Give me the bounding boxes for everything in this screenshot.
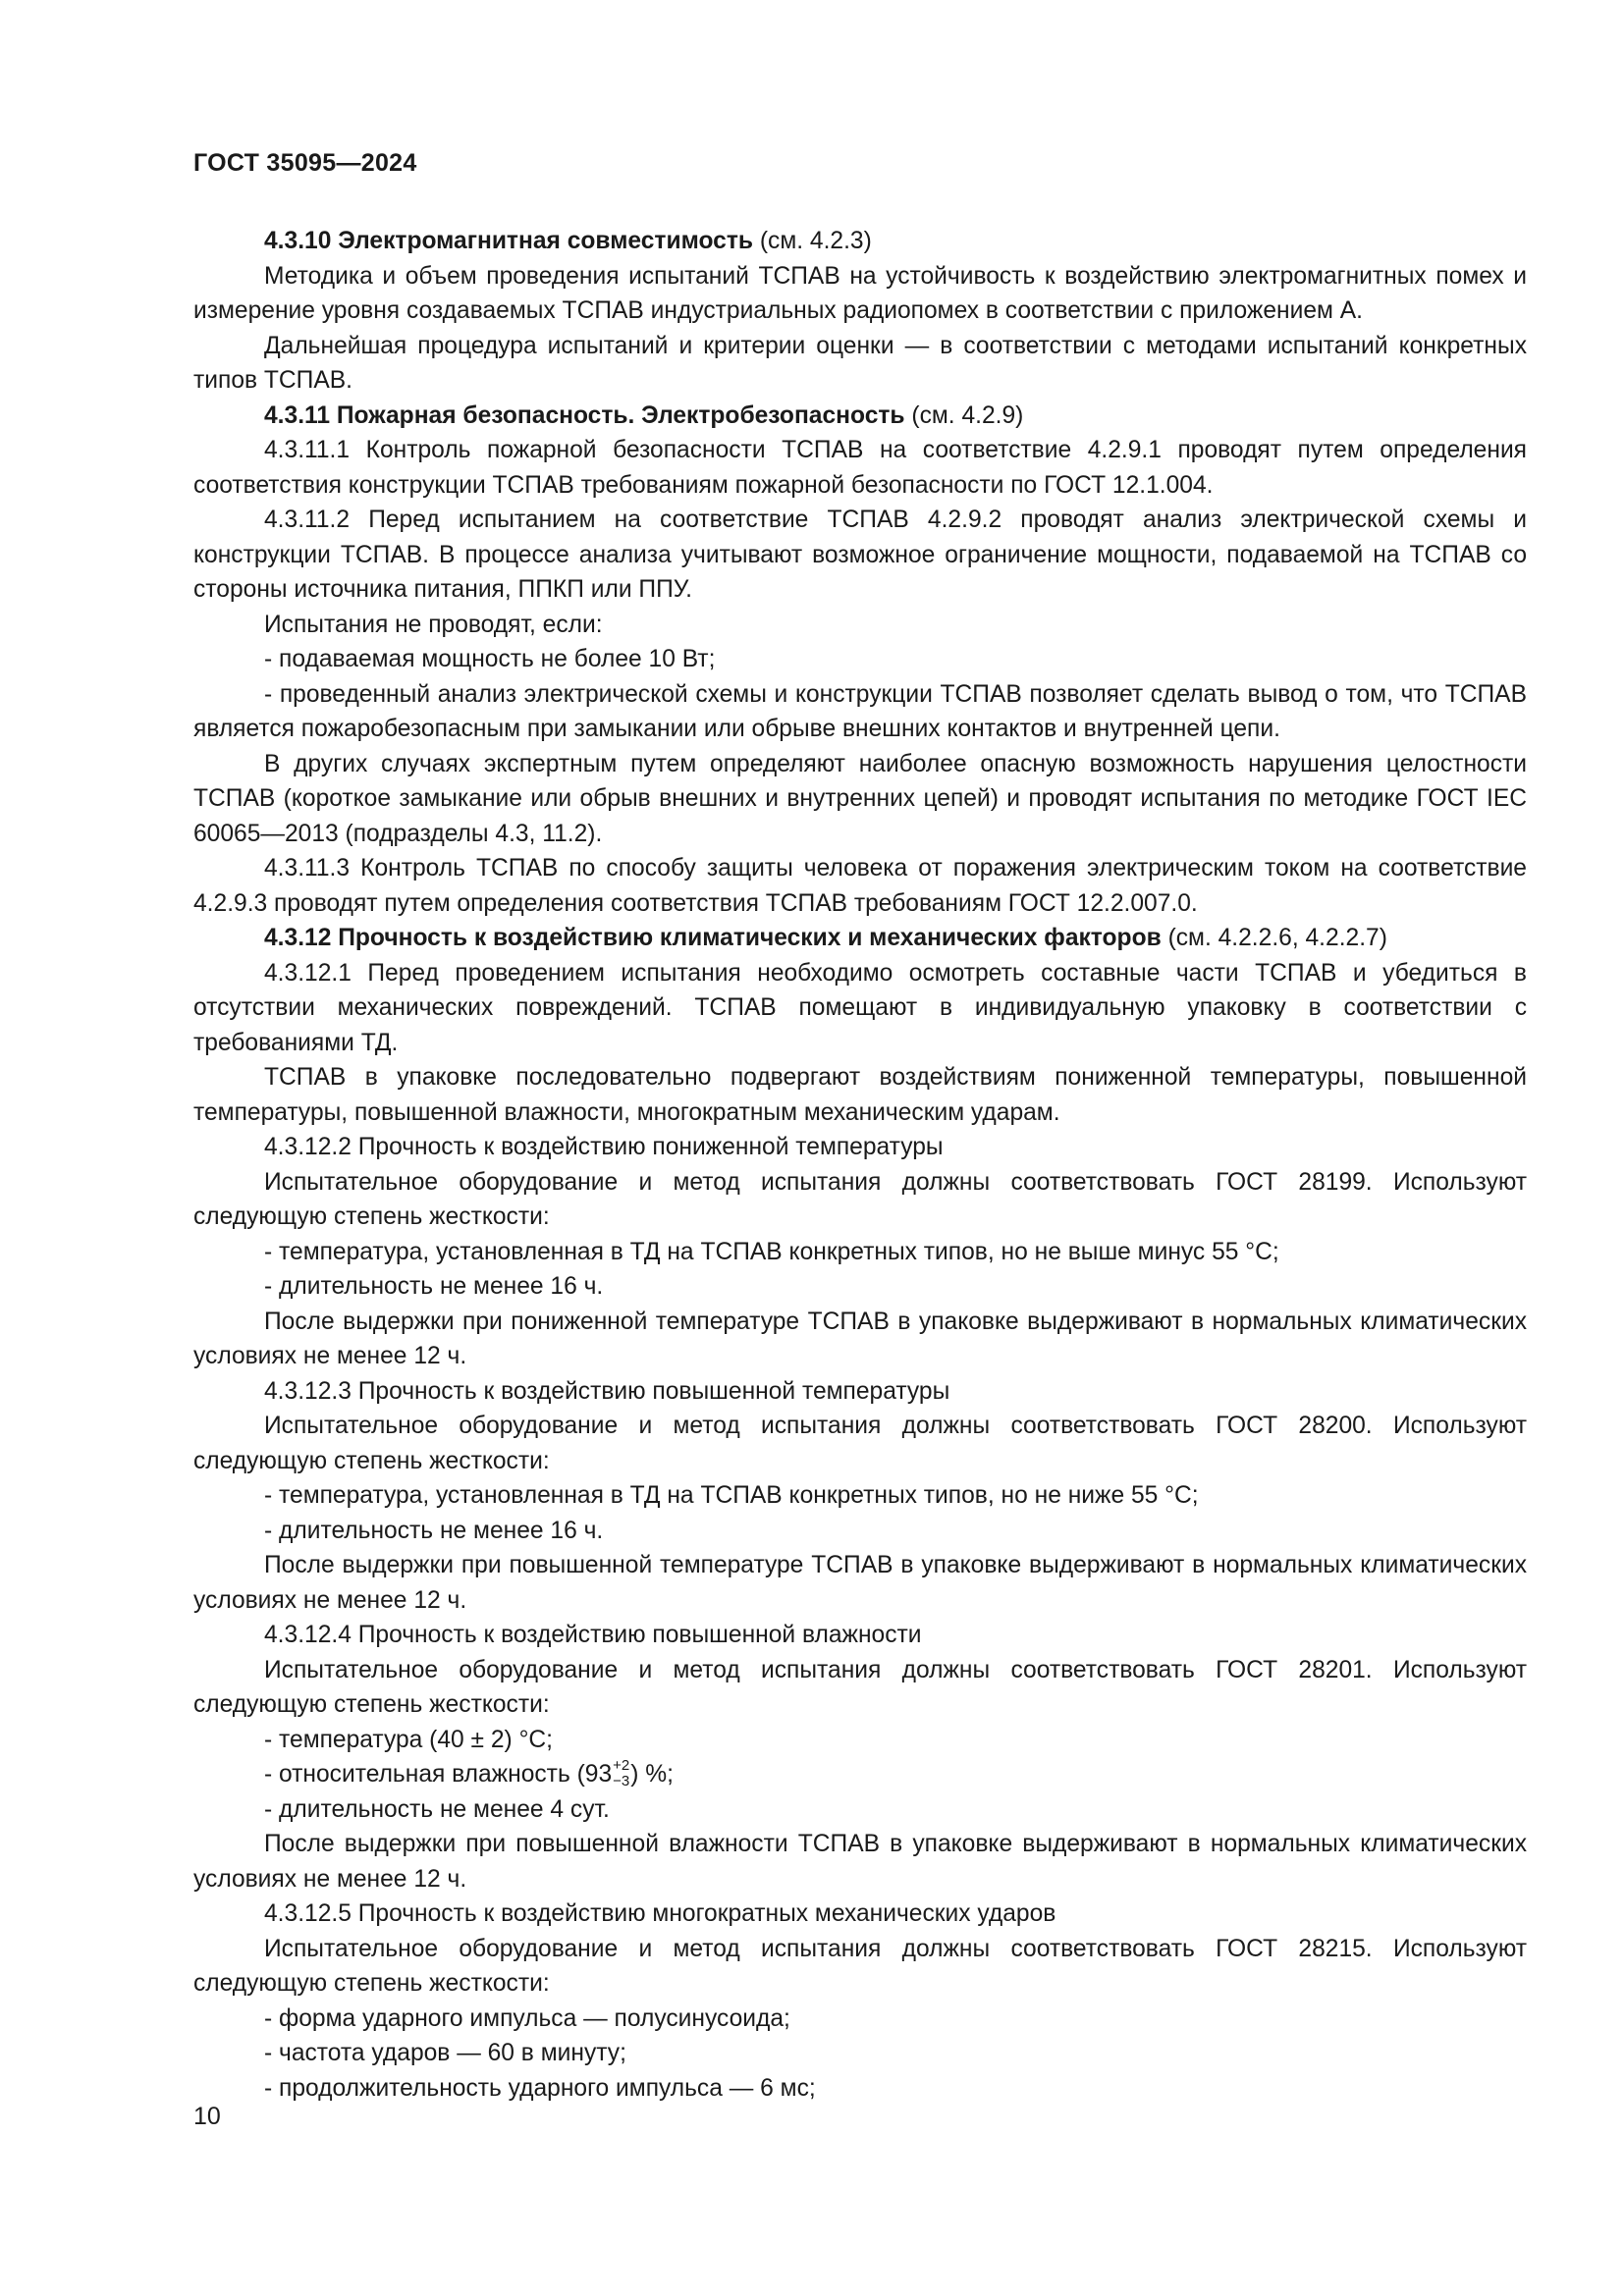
paragraph: В других случаях экспертным путем определяют наиболее опасную возможность нарушения целостности ТСПАВ (короткое замыкание или обрыв внешних и внутренних цепей) и проводят испытания по методике ГОСТ IEC 60065—2013 (подразделы 4.3, 11.2). <box>193 750 1527 847</box>
list-item: - длительность не менее 4 сут. <box>264 1795 610 1823</box>
list-item: - подаваемая мощность не более 10 Вт; <box>264 646 716 672</box>
paragraph: Испытательное оборудование и метод испытания должны соответствовать ГОСТ 28199. Используют следующую степень жесткости: <box>193 1168 1527 1230</box>
paragraph: Методика и объем проведения испытаний ТСПАВ на устойчивость к воздействию электромагнитных помех и измерение уровня создаваемых ТСПАВ индустриальных радиопомех в соответствии с приложением А. <box>193 262 1527 324</box>
subsection-heading: 4.3.12.4 Прочность к воздействию повышенной влажности <box>264 1622 922 1648</box>
list-item: - температура, установленная в ТД на ТСПАВ конкретных типов, но не ниже 55 °С; <box>264 1482 1199 1509</box>
section-reference: (см. 4.2.2.6, 4.2.2.7) <box>1167 925 1387 951</box>
subsection-heading: 4.3.12.5 Прочность к воздействию многократных механических ударов <box>264 1900 1056 1927</box>
list-item: - продолжительность ударного импульса — 6 мс; <box>264 2074 816 2102</box>
paragraph: Испытательное оборудование и метод испытания должны соответствовать ГОСТ 28201. Используют следующую степень жесткости: <box>193 1656 1527 1718</box>
section-heading <box>193 224 1527 259</box>
section-heading <box>193 399 1527 434</box>
tolerance-upper: +2 <box>613 1756 630 1774</box>
section-heading <box>193 921 1527 956</box>
section-reference: (см. 4.2.3) <box>759 228 872 254</box>
paragraph: После выдержки при пониженной температуре ТСПАВ в упаковке выдерживают в нормальных климатических условиях не менее 12 ч. <box>193 1308 1527 1369</box>
paragraph: ТСПАВ в упаковке последовательно подвергают воздействиям пониженной температуры, повышенной температуры, повышенной влажности, многократным механическим ударам. <box>193 1064 1527 1126</box>
paragraph: После выдержки при повышенной температуре ТСПАВ в упаковке выдерживают в нормальных климатических условиях не менее 12 ч. <box>193 1552 1527 1614</box>
list-item: - длительность не менее 16 ч. <box>264 1517 604 1544</box>
tolerance-lower: −3 <box>613 1772 630 1789</box>
page-number: 10 <box>193 2103 221 2130</box>
subsection-heading: 4.3.12.2 Прочность к воздействию пониженной температуры <box>264 1134 944 1160</box>
section-number: 4.3.12 <box>264 925 332 951</box>
list-item: - длительность не менее 16 ч. <box>264 1273 604 1300</box>
paragraph: 4.3.11.2 Перед испытанием на соответствие ТСПАВ 4.2.9.2 проводят анализ электрической схемы и конструкции ТСПАВ. В процессе анализа учитывают возможное ограничение мощности, подаваемой на ТСПАВ со стороны источника питания, ППКП или ППУ. <box>193 507 1527 603</box>
paragraph: 4.3.12.1 Перед проведением испытания необходимо осмотреть составные части ТСПАВ и убедиться в отсутствии механических повреждений. ТСПАВ помещают в индивидуальную упаковку в соответствии с требованиями ТД. <box>193 959 1527 1056</box>
list-item: - температура, установленная в ТД на ТСПАВ конкретных типов, но не выше минус 55 °С; <box>264 1238 1279 1265</box>
list-item: - форма ударного импульса — полусинусоида; <box>264 2004 790 2032</box>
humidity-suffix: ) %; <box>630 1761 674 1788</box>
document-header: ГОСТ 35095—2024 <box>193 149 417 177</box>
section-title: Пожарная безопасность. Электробезопасность <box>336 401 905 429</box>
section-number: 4.3.11 <box>264 401 331 429</box>
section-title: Электромагнитная совместимость <box>338 228 753 254</box>
section-number: 4.3.10 <box>264 228 332 254</box>
paragraph: После выдержки при повышенной влажности ТСПАВ в упаковке выдерживают в нормальных климатических условиях не менее 12 ч. <box>193 1831 1527 1893</box>
subsection-heading: 4.3.12.3 Прочность к воздействию повышенной температуры <box>264 1377 950 1405</box>
tolerance <box>613 1758 629 1789</box>
paragraph: Испытательное оборудование и метод испытания должны соответствовать ГОСТ 28215. Используют следующую степень жесткости: <box>193 1935 1527 1997</box>
section-title: Прочность к воздействию климатических и механических факторов <box>338 925 1162 951</box>
list-item: - проведенный анализ электрической схемы и конструкции ТСПАВ позволяет сделать вывод о том, что ТСПАВ является пожаробезопасным при замыкании или обрыве внешних контактов и внутренней цепи. <box>193 680 1527 742</box>
section-reference: (см. 4.2.9) <box>911 401 1024 429</box>
paragraph: Испытательное оборудование и метод испытания должны соответствовать ГОСТ 28200. Используют следующую степень жесткости: <box>193 1413 1527 1474</box>
paragraph: 4.3.11.1 Контроль пожарной безопасности ТСПАВ на соответствие 4.2.9.1 проводят путем определения соответствия конструкции ТСПАВ требованиям пожарной безопасности по ГОСТ 12.1.004. <box>193 437 1527 499</box>
list-item: - температура (40 ± 2) °С; <box>264 1726 553 1753</box>
list-item: - частота ударов — 60 в минуту; <box>264 2040 626 2066</box>
paragraph: Испытания не проводят, если: <box>264 611 603 638</box>
list-item <box>193 1757 1527 1792</box>
document-body <box>193 224 1527 2106</box>
paragraph: Дальнейшая процедура испытаний и критерии оценки — в соответствии с методами испытаний конкретных типов ТСПАВ. <box>193 332 1527 394</box>
paragraph: 4.3.11.3 Контроль ТСПАВ по способу защиты человека от поражения электрическим током на соответствие 4.2.9.3 проводят путем определения соответствия ТСПАВ требованиям ГОСТ 12.2.007.0. <box>193 855 1527 917</box>
humidity-prefix: - относительная влажность (93 <box>264 1761 613 1788</box>
